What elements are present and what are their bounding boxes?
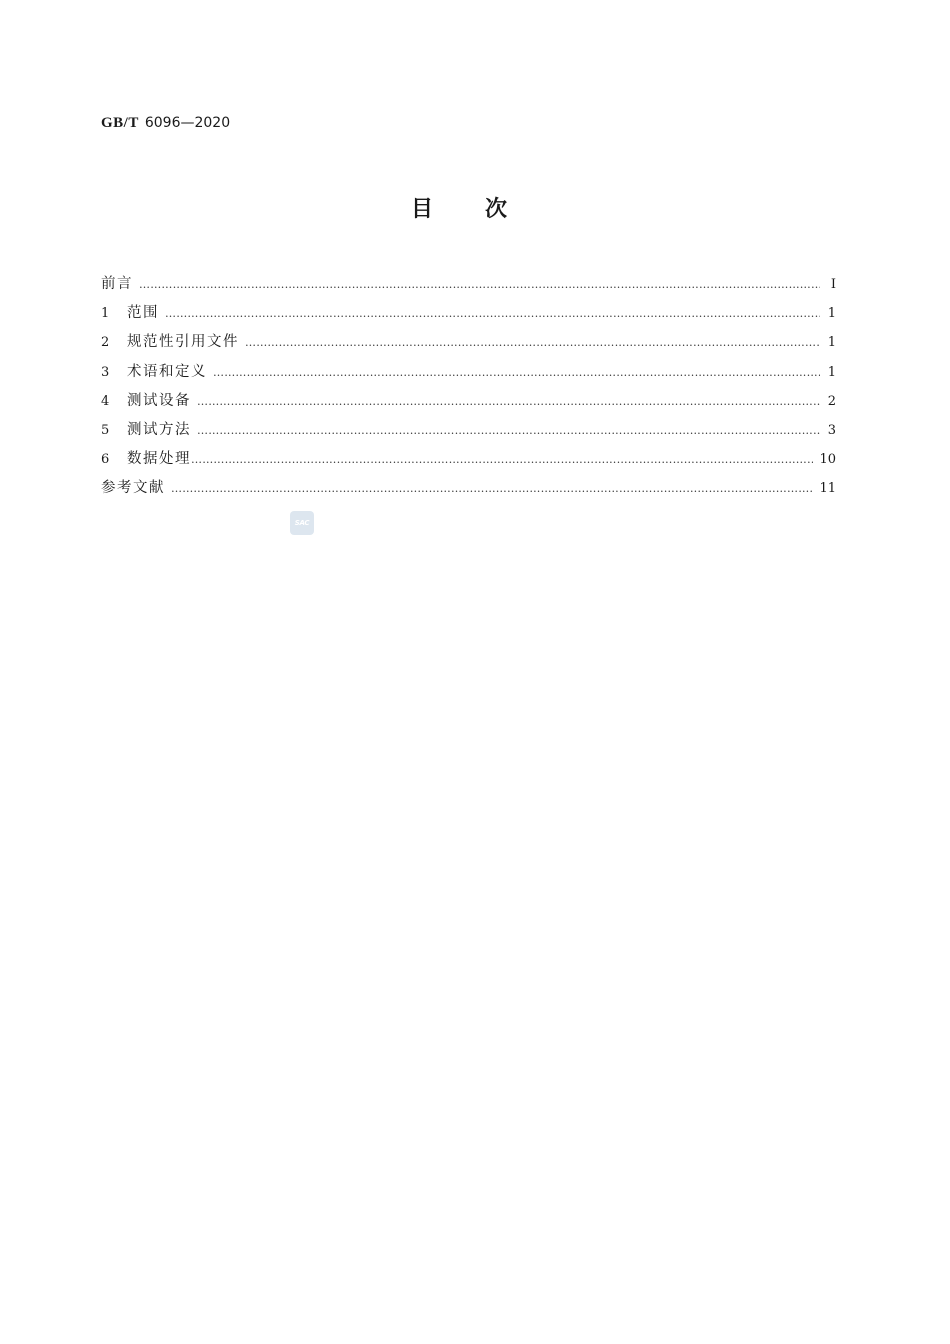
toc-number: 6 — [101, 452, 110, 468]
toc-entry-test-method[interactable] — [101, 419, 836, 448]
standard-number: 6096—2020 — [144, 115, 231, 131]
toc-number: 2 — [101, 335, 110, 351]
toc-label: 术语和定义 — [127, 363, 207, 380]
table-of-contents — [101, 273, 836, 507]
toc-page: Ⅰ — [830, 277, 836, 292]
toc-leader — [171, 478, 813, 500]
toc-page: 11 — [819, 481, 836, 497]
toc-entry-test-equipment[interactable] — [101, 390, 836, 419]
toc-page: 1 — [827, 335, 836, 351]
toc-page: 3 — [827, 422, 836, 438]
toc-label: 范围 — [127, 305, 159, 322]
toc-leader — [197, 391, 820, 413]
toc-entry-preface[interactable] — [101, 273, 836, 302]
page-title: 目次 — [410, 197, 559, 222]
toc-page: 2 — [827, 393, 836, 409]
toc-page: 10 — [819, 452, 836, 468]
toc-entry-normative-references[interactable] — [101, 331, 836, 360]
standard-prefix: GB/T — [101, 115, 139, 131]
toc-entry-bibliography[interactable] — [101, 477, 836, 506]
toc-number: 1 — [101, 306, 110, 322]
toc-leader — [191, 449, 813, 471]
toc-label: 数据处理 — [127, 451, 191, 468]
toc-entry-data-processing[interactable] — [101, 448, 836, 477]
toc-label: 规范性引用文件 — [127, 334, 239, 351]
toc-number: 5 — [101, 422, 110, 438]
toc-label: 前言 — [101, 276, 133, 292]
toc-leader — [245, 332, 820, 354]
toc-number: 3 — [101, 364, 110, 380]
toc-label: 测试方法 — [127, 421, 191, 438]
toc-entry-scope[interactable] — [101, 302, 836, 331]
toc-page: 1 — [827, 306, 836, 322]
toc-leader — [139, 274, 820, 296]
toc-label: 参考文献 — [101, 480, 165, 497]
toc-entry-terms[interactable] — [101, 361, 836, 390]
toc-leader — [165, 303, 820, 325]
standard-code — [101, 113, 230, 133]
toc-number: 4 — [101, 393, 110, 409]
toc-page: 1 — [827, 364, 836, 380]
toc-label: 测试设备 — [127, 392, 191, 409]
sac-logo-icon: SAC — [290, 511, 314, 535]
toc-leader — [213, 362, 820, 384]
toc-leader — [197, 420, 820, 442]
